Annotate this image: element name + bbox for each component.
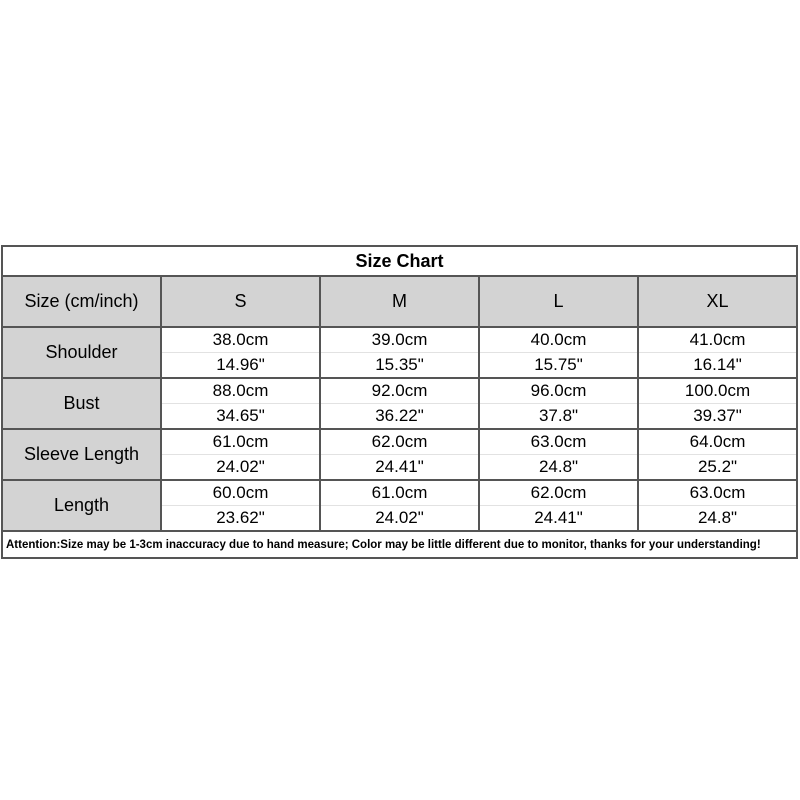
cell-inch: 24.02"	[161, 455, 320, 481]
cell-cm: 96.0cm	[479, 378, 638, 404]
header-label: Size (cm/inch)	[2, 276, 161, 327]
row-label-sleeve-length: Sleeve Length	[2, 429, 161, 480]
cell-inch: 14.96"	[161, 353, 320, 379]
table-row	[2, 378, 797, 404]
cell-cm: 100.0cm	[638, 378, 797, 404]
cell-cm: 63.0cm	[638, 480, 797, 506]
cell-inch: 16.14"	[638, 353, 797, 379]
cell-cm: 92.0cm	[320, 378, 479, 404]
cell-cm: 63.0cm	[479, 429, 638, 455]
size-m-header: M	[320, 276, 479, 327]
row-label-length: Length	[2, 480, 161, 531]
cell-inch: 24.8"	[638, 506, 797, 532]
cell-inch: 15.35"	[320, 353, 479, 379]
cell-cm: 40.0cm	[479, 327, 638, 353]
attention-note: Attention:Size may be 1-3cm inaccuracy due to hand measure; Color may be little different due to monitor, thanks for your understanding!	[2, 531, 797, 558]
table-row	[2, 429, 797, 455]
cell-cm: 61.0cm	[320, 480, 479, 506]
chart-title: Size Chart	[2, 246, 797, 276]
table-row	[2, 480, 797, 506]
cell-inch: 25.2"	[638, 455, 797, 481]
table-row	[2, 327, 797, 353]
size-xl-header: XL	[638, 276, 797, 327]
cell-cm: 38.0cm	[161, 327, 320, 353]
cell-cm: 64.0cm	[638, 429, 797, 455]
cell-cm: 62.0cm	[479, 480, 638, 506]
cell-cm: 60.0cm	[161, 480, 320, 506]
header-row	[2, 276, 797, 327]
cell-inch: 34.65"	[161, 404, 320, 430]
cell-inch: 36.22"	[320, 404, 479, 430]
row-label-bust: Bust	[2, 378, 161, 429]
cell-inch: 37.8"	[479, 404, 638, 430]
cell-cm: 41.0cm	[638, 327, 797, 353]
cell-cm: 62.0cm	[320, 429, 479, 455]
cell-inch: 24.41"	[479, 506, 638, 532]
cell-inch: 15.75"	[479, 353, 638, 379]
size-l-header: L	[479, 276, 638, 327]
cell-inch: 23.62"	[161, 506, 320, 532]
cell-inch: 24.8"	[479, 455, 638, 481]
cell-inch: 39.37"	[638, 404, 797, 430]
cell-cm: 39.0cm	[320, 327, 479, 353]
size-s-header: S	[161, 276, 320, 327]
row-label-shoulder: Shoulder	[2, 327, 161, 378]
cell-cm: 88.0cm	[161, 378, 320, 404]
cell-cm: 61.0cm	[161, 429, 320, 455]
cell-inch: 24.02"	[320, 506, 479, 532]
cell-inch: 24.41"	[320, 455, 479, 481]
size-chart-table	[1, 245, 798, 559]
